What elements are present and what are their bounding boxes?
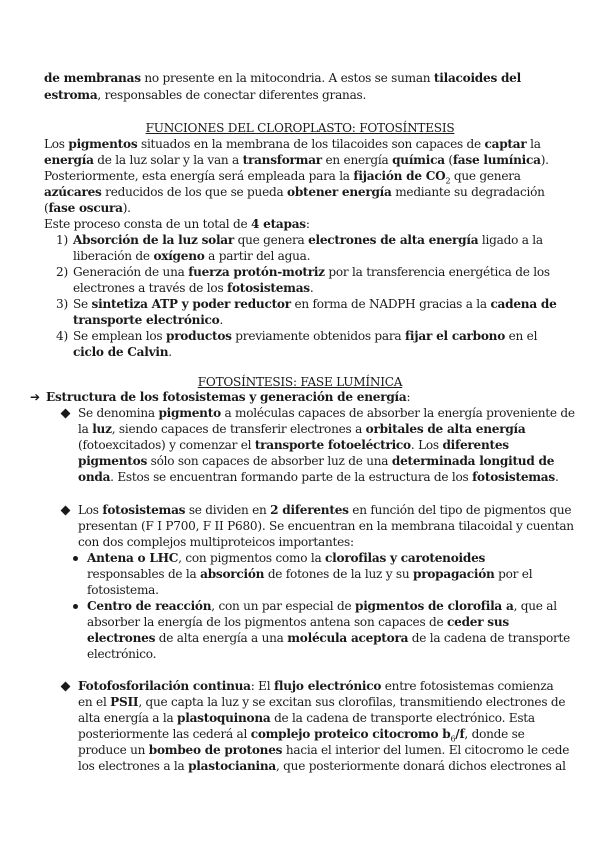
- sub-bullet-line: [87, 614, 509, 631]
- text: reducidos de los que se pueda: [101, 185, 288, 199]
- bold-text: pigmentos de clorofila a: [355, 599, 514, 613]
- text: , que al: [513, 599, 557, 613]
- text: . Estos se encuentran formando parte de la estructura de los: [110, 470, 473, 484]
- bold-text: energía: [44, 153, 94, 167]
- text: mediante su degradación: [391, 185, 545, 199]
- text: ).: [122, 201, 131, 215]
- bold-text: productos: [165, 329, 232, 343]
- text: que genera: [234, 233, 309, 247]
- text: (: [444, 153, 453, 167]
- text: .: [309, 281, 314, 295]
- text: posteriormente las cederá al: [78, 727, 251, 741]
- bullet-line: [78, 710, 535, 727]
- text: : El: [250, 679, 274, 693]
- bold-text: 2 diferentes: [270, 503, 349, 517]
- text: entre fotosistemas comienza: [381, 679, 554, 693]
- diamond-bullet-icon: [61, 682, 71, 692]
- bold-text: orbitales de alta energía: [365, 422, 526, 436]
- text: , que posteriormente donará dichos electrones al: [275, 759, 566, 773]
- step-number: 4): [56, 329, 68, 343]
- bold-text: /f: [455, 727, 465, 741]
- bold-text: pigmentos: [78, 454, 148, 468]
- text: electrónico.: [87, 647, 157, 661]
- bullet-line: [78, 758, 566, 775]
- section-heading-fase-luminica: FOTOSÍNTESIS: FASE LUMÍNICA: [197, 375, 403, 389]
- bullet-line: [78, 534, 354, 551]
- text: de fotones de la luz y su: [264, 567, 414, 581]
- bold-text: Antena o LHC: [87, 551, 179, 565]
- diamond-bullet-icon: [61, 409, 71, 419]
- bold-text: determinada longitud de: [391, 454, 555, 468]
- bold-text: pigmentos: [68, 137, 138, 151]
- bold-text: onda: [78, 470, 111, 484]
- bold-text: de membranas: [44, 71, 141, 85]
- bold-text: plastocianina: [188, 759, 276, 773]
- text: responsables de la: [87, 567, 201, 581]
- bold-text: oxígeno: [153, 249, 205, 263]
- text: , con un par especial de: [211, 599, 355, 613]
- bold-text: transformar: [242, 153, 322, 167]
- paragraph-line: [44, 184, 545, 201]
- bold-text: tilacoides del: [433, 71, 521, 85]
- paragraph-line: [44, 200, 131, 217]
- bullet-line: [78, 421, 525, 438]
- paragraph-line: [44, 152, 549, 169]
- bold-text: fotosistemas: [102, 503, 186, 517]
- text: Generación de una: [73, 265, 189, 279]
- bold-text: diferentes: [442, 438, 509, 452]
- intro-line: [44, 70, 521, 87]
- text: Se denomina: [78, 406, 159, 420]
- diamond-bullet-icon: [61, 506, 71, 516]
- sub-bullet-line: [87, 582, 159, 599]
- text: los electrones a la: [78, 759, 189, 773]
- text: sólo son capaces de absorber luz de una: [147, 454, 392, 468]
- step-line: [73, 344, 172, 361]
- text: de la cadena de transporte electrónico. Esta: [270, 711, 535, 725]
- text: :: [305, 217, 310, 231]
- bold-text: bombeo de protones: [148, 743, 283, 757]
- text: Se emplean los: [73, 329, 166, 343]
- text: en energía: [321, 153, 393, 167]
- bold-text: estroma: [44, 88, 98, 102]
- sub-bullet-line: [87, 646, 156, 663]
- bold-text: fuerza protón-motriz: [188, 265, 325, 279]
- bullet-line: [78, 469, 559, 486]
- dot-bullet-icon: [73, 556, 78, 561]
- bold-text: plastoquinona: [177, 711, 271, 725]
- bold-text: Estructura de los fotosistemas y generación de energía: [46, 390, 407, 404]
- bullet-line: [78, 742, 569, 759]
- bold-text: ciclo de Calvin: [73, 345, 169, 359]
- bold-text: fijar el carbono: [404, 329, 506, 343]
- text: .: [168, 345, 172, 359]
- bold-text: molécula aceptora: [287, 631, 409, 645]
- bullet-line: [78, 694, 565, 711]
- bold-text: azúcares: [44, 185, 102, 199]
- intro-line: [44, 87, 366, 104]
- bold-text: química: [392, 153, 445, 167]
- text: se dividen en: [185, 503, 271, 517]
- text: la: [78, 422, 93, 436]
- text: ).: [540, 153, 549, 167]
- bullet-line: [78, 453, 554, 470]
- text: , siendo capaces de transferir electrones a: [111, 422, 366, 436]
- bold-text: flujo electrónico: [273, 679, 382, 693]
- section-heading-funciones: FUNCIONES DEL CLOROPLASTO: FOTOSÍNTESIS: [145, 121, 455, 135]
- text: Se: [73, 297, 92, 311]
- sub-bullet-line: [87, 550, 485, 567]
- text: Los: [44, 137, 69, 151]
- text: a moléculas capaces de absorber la energía proveniente de: [220, 406, 575, 420]
- step-line: [73, 232, 543, 249]
- text: hacia el interior del lumen. El citocromo le cede: [282, 743, 570, 757]
- text: .: [554, 470, 559, 484]
- bold-text: Absorción de la luz solar: [73, 233, 235, 247]
- text: alta energía a la: [78, 711, 178, 725]
- text: . Los: [410, 438, 443, 452]
- text: .: [219, 313, 224, 327]
- text: de alta energía a una: [155, 631, 288, 645]
- sub-bullet-line: [87, 566, 532, 583]
- text: :: [406, 390, 411, 404]
- step-line: [73, 248, 310, 265]
- bullet-line: [78, 405, 575, 422]
- sub-bullet-line: [87, 630, 570, 647]
- text: , que capta la luz y se excitan sus clorofilas, transmitiendo electrones de: [138, 695, 566, 709]
- step-line: [73, 280, 313, 297]
- paragraph-line: [44, 216, 310, 233]
- bold-text: pigmento: [158, 406, 221, 420]
- step-line: [73, 328, 537, 345]
- step-number: 3): [56, 297, 68, 311]
- paragraph-line: [44, 136, 541, 153]
- bold-text: fijación de CO: [353, 169, 446, 183]
- step-number: 1): [56, 233, 68, 247]
- text: que genera: [450, 169, 521, 183]
- bold-text: fase lumínica: [452, 153, 541, 167]
- topic-title: [46, 389, 410, 406]
- subscript: 6: [450, 734, 456, 744]
- text: presentan (F I P700, F II P680). Se encuentran en la membrana tilacoidal y cuentan: [78, 519, 574, 533]
- text: Los: [78, 503, 103, 517]
- text: la: [526, 137, 541, 151]
- text: Este proceso consta de un total de: [44, 217, 252, 231]
- text: produce un: [78, 743, 149, 757]
- bold-text: electrones de alta energía: [308, 233, 479, 247]
- bold-text: cadena de: [490, 297, 557, 311]
- text: fotosistema.: [87, 583, 159, 597]
- dot-bullet-icon: [73, 604, 78, 609]
- bold-text: transporte fotoeléctrico: [254, 438, 411, 452]
- bold-text: obtener energía: [287, 185, 392, 199]
- text: con dos complejos multiproteicos importantes:: [78, 535, 354, 549]
- bold-text: 4 etapas: [251, 217, 306, 231]
- bullet-line: [78, 437, 509, 454]
- text: absorber la energía de los pigmentos antena son capaces de: [87, 615, 448, 629]
- text: electrones a través de los: [73, 281, 228, 295]
- text: previamente obtenidos para: [231, 329, 405, 343]
- bullet-line: [78, 726, 525, 743]
- bold-text: fotosistemas: [472, 470, 555, 484]
- bold-text: absorción: [200, 567, 265, 581]
- text: situados en la membrana de los tilacoides son capaces de: [137, 137, 485, 151]
- text: Posteriormente, esta energía será empleada para la: [44, 169, 354, 183]
- step-line: [73, 312, 223, 329]
- arrow-right-icon: ➔: [30, 390, 40, 404]
- text: en función del tipo de pigmentos que: [348, 503, 572, 517]
- bold-text: complejo proteico citocromo b: [250, 727, 451, 741]
- text: liberación de: [73, 249, 154, 263]
- bold-text: ceder sus: [447, 615, 509, 629]
- bold-text: propagación: [413, 567, 495, 581]
- bold-text: transporte electrónico: [73, 313, 220, 327]
- text: a partir del agua.: [204, 249, 311, 263]
- text: de la cadena de transporte: [408, 631, 571, 645]
- bullet-line: [78, 678, 553, 695]
- text: no presente en la mitocondria. A estos se suman: [140, 71, 434, 85]
- bold-text: sintetiza ATP y poder reductor: [91, 297, 291, 311]
- bold-text: captar: [484, 137, 527, 151]
- bullet-line: [78, 518, 574, 535]
- bold-text: Centro de reacción: [87, 599, 212, 613]
- step-line: [73, 296, 557, 313]
- sub-bullet-line: [87, 598, 557, 615]
- text: en forma de NADPH gracias a la: [290, 297, 491, 311]
- bold-text: clorofilas y carotenoides: [325, 551, 486, 565]
- text: por el: [494, 567, 533, 581]
- bold-text: PSII: [110, 695, 139, 709]
- text: en el: [78, 695, 111, 709]
- bold-text: luz: [92, 422, 112, 436]
- bold-text: Fotofosforilación continua: [78, 679, 251, 693]
- bold-text: fase oscura: [48, 201, 123, 215]
- text: por la transferencia energética de los: [324, 265, 550, 279]
- paragraph-line: [44, 168, 521, 185]
- subscript: 2: [445, 176, 451, 186]
- text: , responsables de conectar diferentes granas.: [97, 88, 367, 102]
- step-number: 2): [56, 265, 68, 279]
- text: ligado a la: [478, 233, 543, 247]
- text: (: [44, 201, 49, 215]
- bold-text: fotosistemas: [227, 281, 310, 295]
- text: de la luz solar y la van a: [93, 153, 243, 167]
- bold-text: electrones: [87, 631, 156, 645]
- text: , donde se: [464, 727, 525, 741]
- text: en el: [505, 329, 538, 343]
- text: (fotoexcitados) y comenzar el: [78, 438, 255, 452]
- step-line: [73, 264, 550, 281]
- bullet-line: [78, 502, 571, 519]
- text: , con pigmentos como la: [178, 551, 326, 565]
